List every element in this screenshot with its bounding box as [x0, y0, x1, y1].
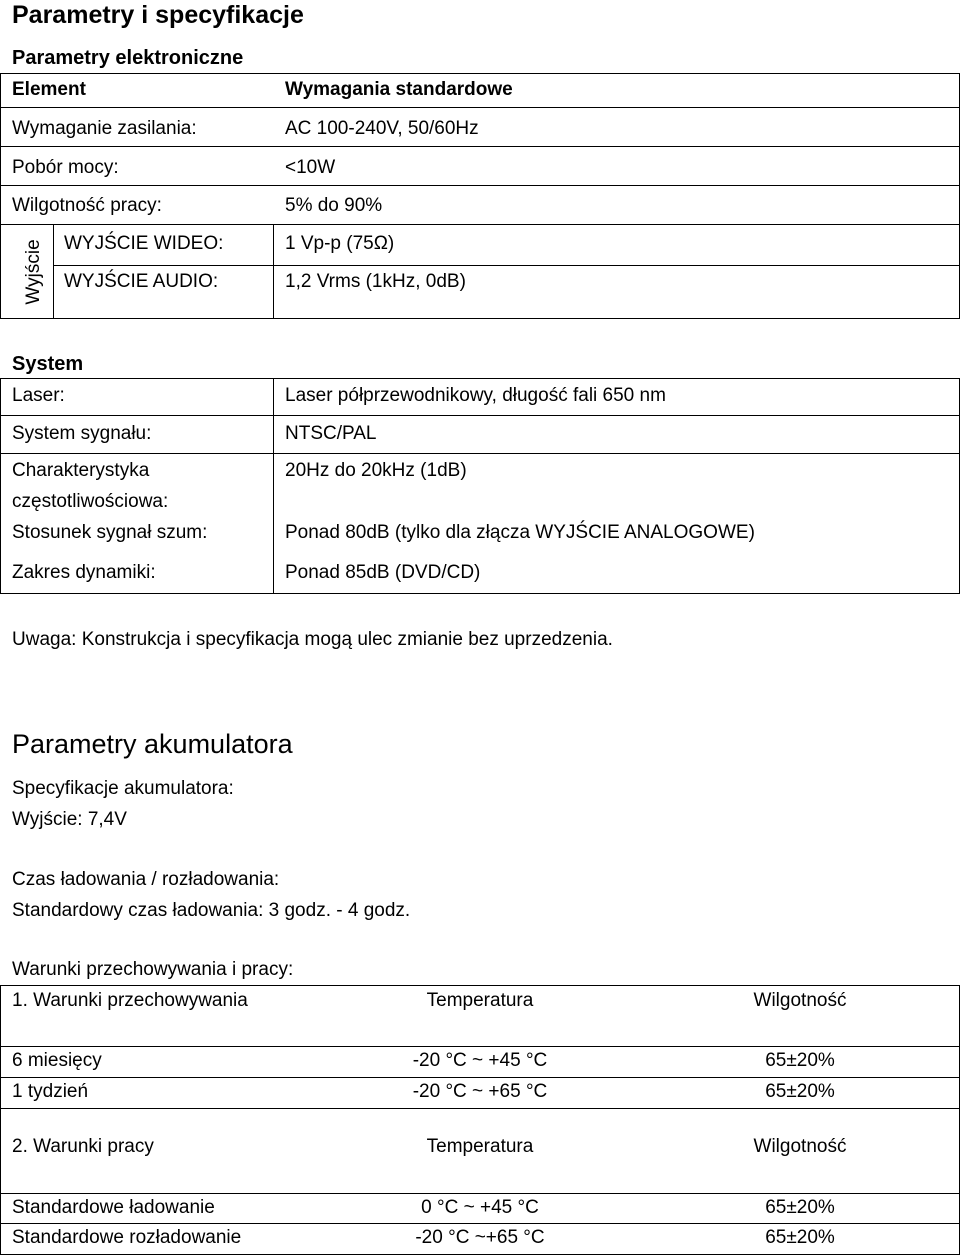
table-border — [0, 378, 1, 594]
row-label: Pobór mocy: — [12, 157, 119, 178]
note-text: Uwaga: Konstrukcja i specyfikacja mogą ulec zmianie bez uprzedzenia. — [12, 629, 613, 650]
battery-output: Wyjście: 7,4V — [12, 809, 127, 830]
table-border — [53, 265, 960, 266]
row-label: częstotliwościowa: — [12, 491, 169, 512]
row-label: Zakres dynamiki: — [12, 562, 156, 583]
row-value: <10W — [285, 157, 336, 178]
row-value: Ponad 85dB (DVD/CD) — [285, 562, 481, 583]
table-border — [53, 224, 54, 319]
output-group-label: Wyjście — [23, 239, 44, 305]
row-label: WYJŚCIE AUDIO: — [64, 271, 219, 292]
row-label: Charakterystyka — [12, 460, 150, 481]
table-row-humidity: 65±20% — [765, 1197, 835, 1218]
table-border — [0, 146, 960, 147]
table-row-humidity: 65±20% — [765, 1081, 835, 1102]
operation-header-humidity: Wilgotność — [753, 1136, 847, 1157]
table-border — [0, 107, 960, 108]
table-row-mode: Standardowe rozładowanie — [12, 1227, 242, 1248]
table-border — [0, 73, 1, 319]
table-border — [0, 378, 960, 379]
table-row-period: 1 tydzień — [12, 1081, 89, 1102]
table-border — [0, 985, 1, 1255]
charge-time-label: Czas ładowania / rozładowania: — [12, 869, 280, 890]
row-label: Stosunek sygnał szum: — [12, 522, 208, 543]
table-row-temperature: -20 °C ~ +65 °C — [412, 1081, 548, 1102]
operation-header-temperature: Temperatura — [426, 1136, 534, 1157]
row-value: 20Hz do 20kHz (1dB) — [285, 460, 467, 481]
row-value: NTSC/PAL — [285, 423, 377, 444]
charge-time-value: Standardowy czas ładowania: 3 godz. - 4 godz. — [12, 900, 411, 921]
table-border — [0, 185, 960, 186]
storage-header-humidity: Wilgotność — [753, 990, 847, 1011]
table-row-temperature: -20 °C ~+65 °C — [415, 1227, 545, 1248]
table-border — [273, 378, 274, 594]
row-value: 1 Vp-p (75Ω) — [285, 233, 395, 254]
table-border — [0, 415, 960, 416]
table-border — [0, 453, 960, 454]
row-value: AC 100-240V, 50/60Hz — [285, 118, 479, 139]
table-border — [0, 593, 960, 594]
table-row-period: 6 miesięcy — [12, 1050, 102, 1071]
battery-section-heading: Parametry akumulatora — [12, 729, 293, 759]
row-label: Laser: — [12, 385, 65, 406]
table-border — [0, 1193, 960, 1194]
conditions-label: Warunki przechowywania i pracy: — [12, 959, 294, 980]
row-value: 1,2 Vrms (1kHz, 0dB) — [285, 271, 466, 292]
row-value: Ponad 80dB (tylko dla złącza WYJŚCIE ANALOGOWE) — [285, 522, 755, 543]
row-label: System sygnału: — [12, 423, 152, 444]
row-value: 5% do 90% — [285, 195, 383, 216]
table-border — [0, 318, 960, 319]
table-border — [0, 73, 960, 74]
table-row-humidity: 65±20% — [765, 1227, 835, 1248]
row-value: Laser półprzewodnikowy, długość fali 650 nm — [285, 385, 666, 406]
table-row-humidity: 65±20% — [765, 1050, 835, 1071]
storage-header-condition: 1. Warunki przechowywania — [12, 990, 248, 1011]
table-row-mode: Standardowe ładowanie — [12, 1197, 215, 1218]
row-label: WYJŚCIE WIDEO: — [64, 233, 224, 254]
electronic-section-heading: Parametry elektroniczne — [12, 47, 244, 69]
system-section-heading: System — [12, 353, 84, 375]
table-border — [0, 1046, 960, 1047]
table-row-temperature: 0 °C ~ +45 °C — [421, 1197, 539, 1218]
row-label: Wymaganie zasilania: — [12, 118, 197, 139]
page-title: Parametry i specyfikacje — [12, 1, 304, 29]
header-requirements: Wymagania standardowe — [285, 79, 513, 100]
storage-header-temperature: Temperatura — [426, 990, 534, 1011]
row-label: Wilgotność pracy: — [12, 195, 162, 216]
table-border — [0, 1077, 960, 1078]
table-border — [0, 985, 960, 986]
battery-spec-label: Specyfikacje akumulatora: — [12, 778, 234, 799]
table-border — [0, 1223, 960, 1224]
table-row-temperature: -20 °C ~ +45 °C — [412, 1050, 548, 1071]
table-border — [0, 1108, 960, 1109]
table-border — [273, 224, 274, 319]
table-border — [0, 224, 960, 225]
header-element: Element — [12, 79, 86, 100]
operation-header-condition: 2. Warunki pracy — [12, 1136, 154, 1157]
